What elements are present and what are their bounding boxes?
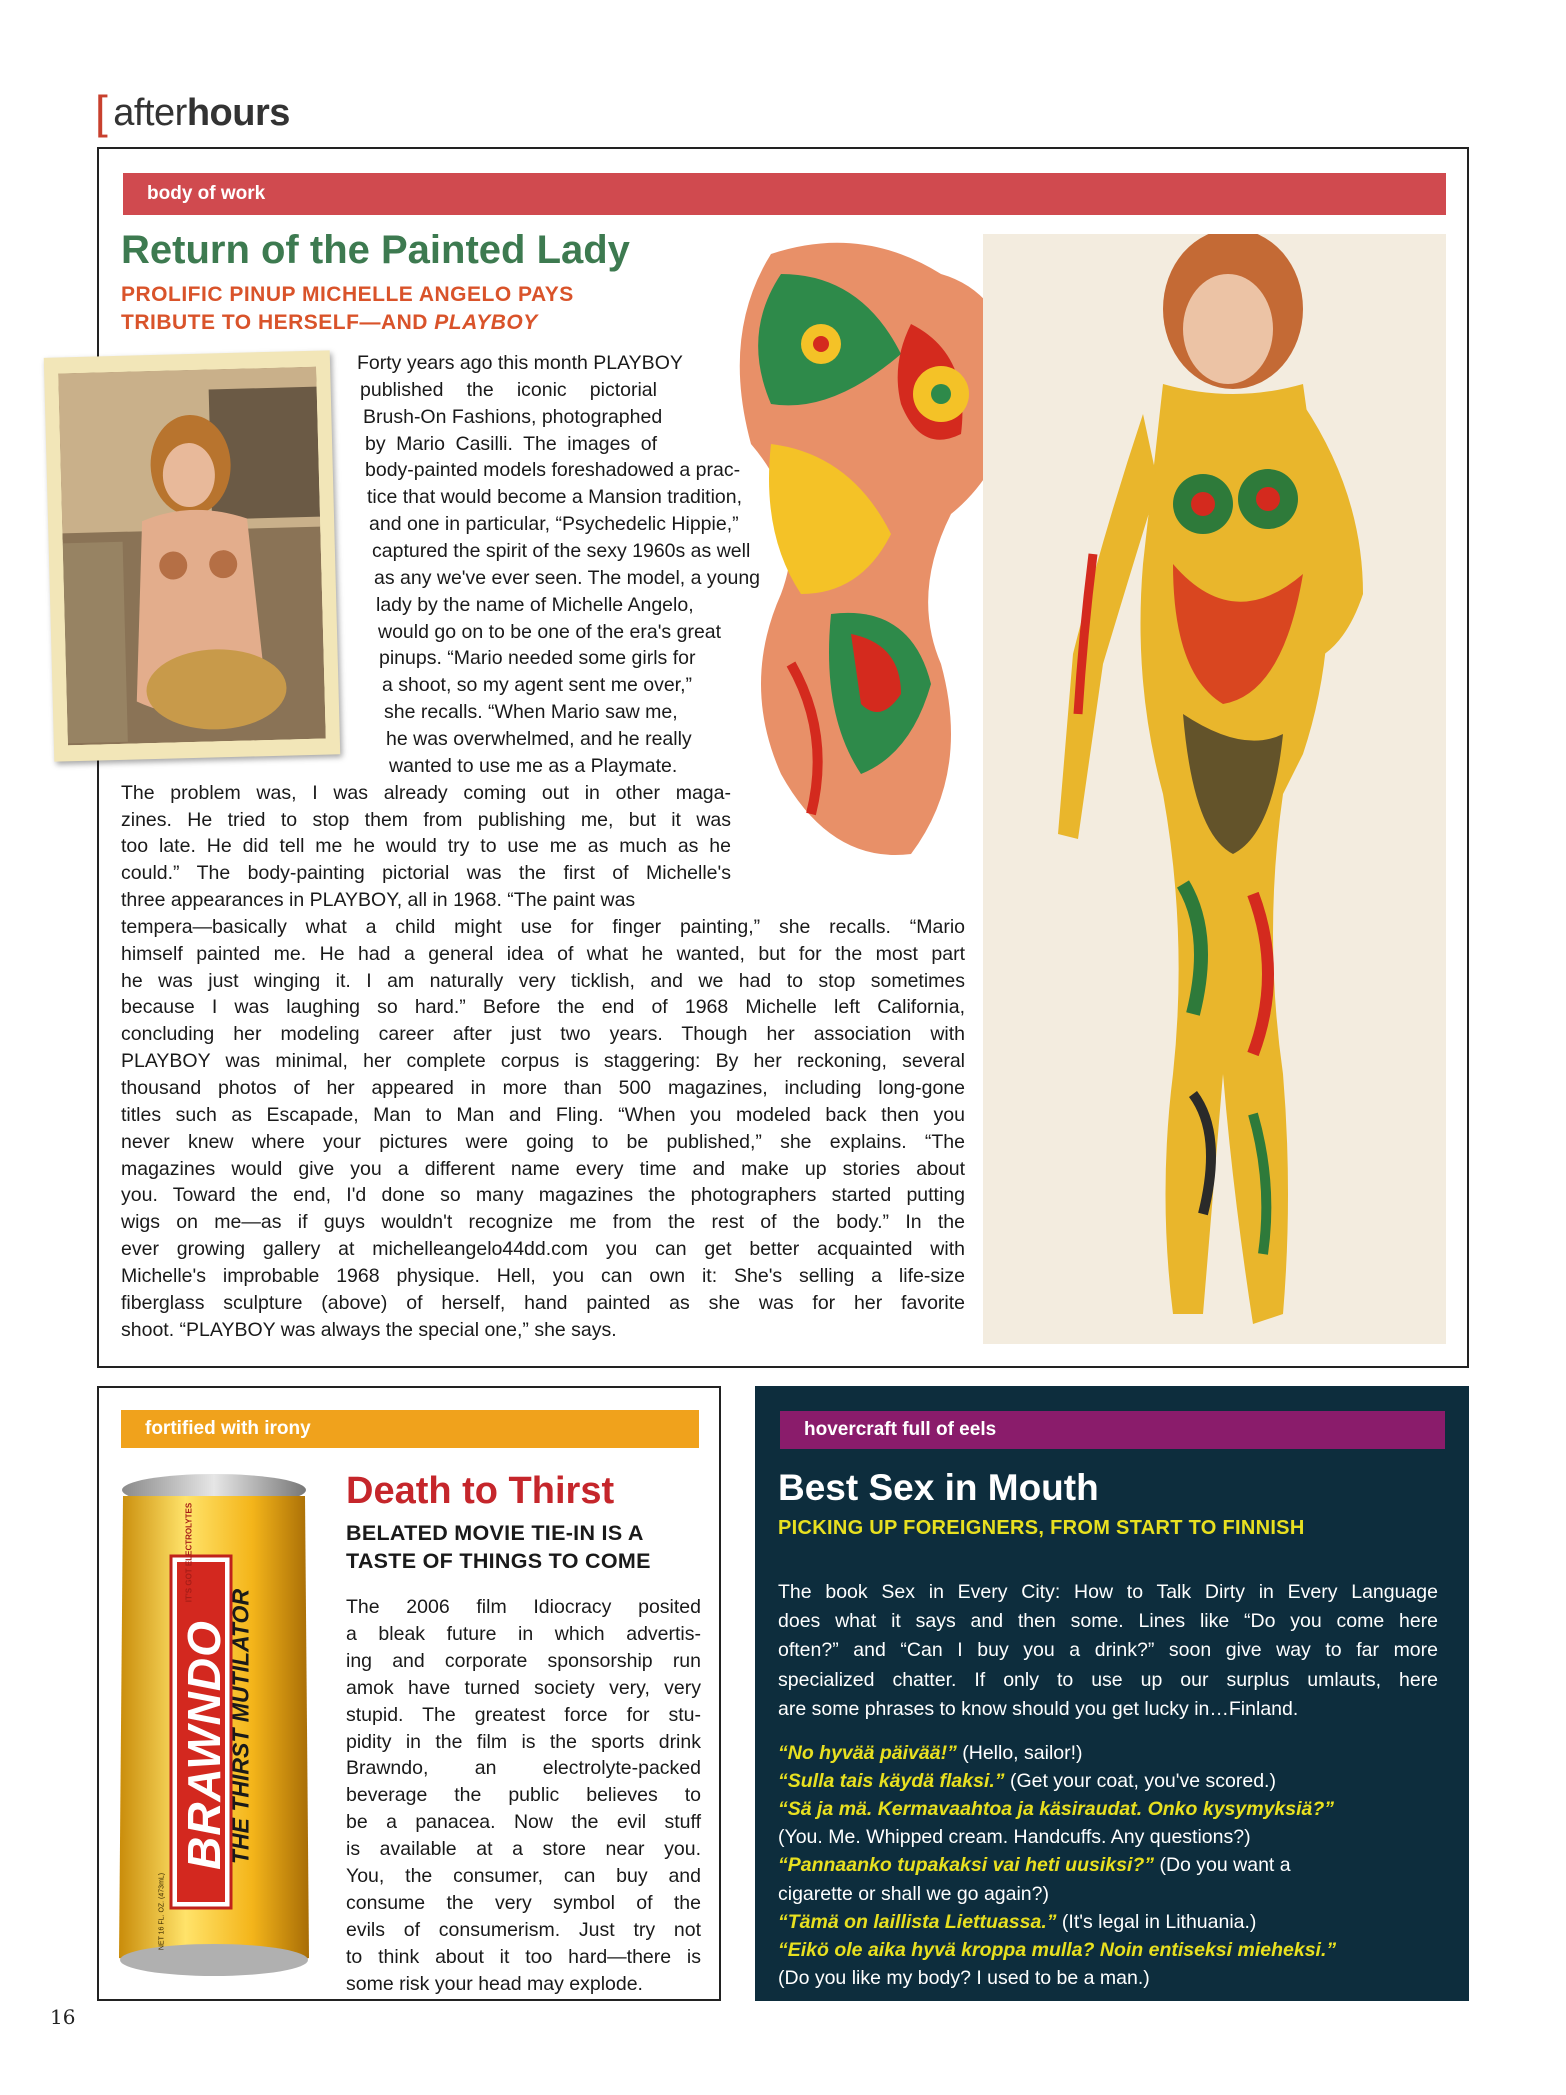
article-body-of-work <box>97 147 1469 1368</box>
article-3-subtitle: PICKING UP FOREIGNERS, FROM START TO FINNISH <box>778 1517 1305 1539</box>
article-1-line: concluding her modeling career after just two years. Though her association with <box>121 1023 965 1046</box>
vintage-pinup-photo <box>44 350 340 761</box>
article-1-line: captured the spirit of the sexy 1960s as well <box>372 540 751 562</box>
article-2-line: some risk your head may explode. <box>346 1972 643 1995</box>
section-label: body of work <box>147 183 266 204</box>
section-bar-fortified <box>121 1410 699 1448</box>
article-2-line: pidity in the film is the sports drink <box>346 1730 701 1753</box>
article-2-line: amok have turned society very, very <box>346 1676 701 1699</box>
phrase-finnish: “Pannaanko tupakaksi vai heti uusiksi?” <box>778 1854 1155 1877</box>
phrase-line <box>778 1824 1448 1850</box>
phrase-line <box>778 1937 1448 1963</box>
phrase-english: (Hello, sailor!) <box>956 1742 1083 1764</box>
subtitle-line-1: PROLIFIC PINUP MICHELLE ANGELO PAYS <box>121 283 574 306</box>
article-1-line: a shoot, so my agent sent me over,” <box>382 674 692 697</box>
subtitle-line-2-text: TRIBUTE TO HERSELF—AND <box>121 311 435 334</box>
section-label-2: fortified with irony <box>145 1418 311 1439</box>
article-2-line: Brawndo, an electrolyte-packed <box>346 1757 701 1780</box>
article-1-line: wanted to use me as a Playmate. <box>389 754 678 777</box>
article-2-line: You, the consumer, can buy and <box>346 1865 701 1887</box>
article-1-line: she recalls. “When Mario saw me, <box>384 701 678 723</box>
article-2-line: to think about it too hard—there is <box>346 1945 701 1968</box>
article-2-line: is available at a store near you. <box>346 1838 701 1861</box>
phrase-line <box>778 1796 1448 1822</box>
article-hovercraft <box>755 1386 1469 2001</box>
article-2-line: consume the very symbol of the <box>346 1891 701 1914</box>
article-1-line: lady by the name of Michelle Angelo, <box>376 593 694 616</box>
article-subtitle <box>121 281 574 337</box>
article-1-line: could.” The body-painting pictorial was the first of Michelle's <box>121 862 731 885</box>
header-hours: hours <box>186 92 290 134</box>
article-2-line: be a panacea. Now the evil stuff <box>346 1811 701 1834</box>
article-2-line: evils of consumerism. Just try not <box>346 1918 701 1941</box>
article-1-line: body-painted models foreshadowed a prac- <box>365 459 741 482</box>
phrase-english: cigarette or shall we go again?) <box>778 1882 1049 1905</box>
phrase-finnish: “Tämä on laillista Liettuassa.” <box>778 1910 1057 1933</box>
article-fortified-with-irony <box>97 1386 721 2001</box>
phrase-finnish: “Sä ja mä. Kermavaahtoa ja käsiraudat. Onko kysymyksiä?” <box>778 1798 1335 1821</box>
article-1-line: Forty years ago this month PLAYBOY <box>357 352 683 374</box>
article-1-line: he was overwhelmed, and he really <box>386 727 692 750</box>
phrase-english: (It's legal in Lithuania.) <box>1056 1910 1257 1933</box>
subtitle-line-2-italic: PLAYBOY <box>434 311 538 334</box>
vintage-photo-image <box>58 367 326 746</box>
article-1-line: would go on to be one of the era's great <box>378 620 722 643</box>
phrase-english: (Do you want a <box>1154 1854 1291 1877</box>
section-label-3: hovercraft full of eels <box>804 1419 997 1440</box>
phrase-line <box>778 1965 1448 1991</box>
can-brand-text: BRAWNDO <box>178 1620 230 1870</box>
can-badge-text: IT'S GOT ELECTROLYTES <box>184 1502 194 1603</box>
header-after: after <box>113 92 187 134</box>
article-1-line: tempera—basically what a child might use for finger painting,” she recalls. “Mario <box>121 915 965 938</box>
article-1-line: PLAYBOY was minimal, her complete corpus is staggering: By her reckoning, several <box>121 1050 965 1073</box>
phrase-line <box>778 1740 1448 1766</box>
article-1-line: too late. He did tell me he would try to use me as much as he <box>121 835 731 858</box>
painted-model-photo <box>983 234 1446 1344</box>
article-1-line: by Mario Casilli. The images of <box>365 432 657 455</box>
can-tagline-text: THE THIRST MUTILATOR <box>227 1588 254 1865</box>
article-1-line: because I was laughing so hard.” Before the end of 1968 Michelle left California, <box>121 996 965 1019</box>
phrase-finnish: “No hyvää päivää!” <box>778 1742 957 1764</box>
article-1-line: thousand photos of her appeared in more than 500 magazines, including long-gone <box>121 1077 965 1099</box>
phrase-line <box>778 1852 1448 1878</box>
article-1-line: pinups. “Mario needed some girls for <box>379 647 696 670</box>
article-2-line: beverage the public believes to <box>346 1784 701 1807</box>
article-1-line: magazines would give you a different name every time and make up stories about <box>121 1157 965 1180</box>
section-bar-body-of-work <box>123 173 1446 215</box>
article-2-line: The 2006 film Idiocracy posited <box>346 1596 701 1618</box>
article-title: Return of the Painted Lady <box>121 228 630 272</box>
article-3-intro-line: The book Sex in Every City: How to Talk Dirty in Every Language <box>778 1581 1438 1603</box>
article-1-line: fiberglass sculpture (above) of herself, hand painted as she was for her favorite <box>121 1291 965 1314</box>
article-1-line: himself painted me. He had a general idea of what he wanted, but for the most part <box>121 942 965 965</box>
article-1-line: The problem was, I was already coming out in other maga- <box>121 781 731 804</box>
article-1-line: published the iconic pictorial <box>360 378 657 401</box>
header-bracket: [ <box>95 86 108 138</box>
article-2-line: a bleak future in which advertis- <box>346 1622 701 1645</box>
article-1-line: wigs on me—as if guys wouldn't recognize me from the rest of the body.” In the <box>121 1211 965 1234</box>
article-1-line: zines. He tried to stop them from publishing me, but it was <box>121 808 731 831</box>
article-1-line: three appearances in PLAYBOY, all in 1968. “The paint was <box>121 889 636 911</box>
article-1-line: he was just winging it. I am naturally very ticklish, and we had to stop sometimes <box>121 969 965 992</box>
article-1-line: never knew where your pictures were going to be published,” she explains. “The <box>121 1130 965 1153</box>
article-1-line: Michelle's improbable 1968 physique. Hell, you can own it: She's selling a life-size <box>121 1264 965 1287</box>
phrase-finnish: “Eikö ole aika hyvä kroppa mulla? Noin entiseksi mieheksi.” <box>778 1938 1337 1961</box>
article-2-line: stupid. The greatest force for stu- <box>346 1703 701 1726</box>
article-1-line: as any we've ever seen. The model, a young <box>374 566 761 589</box>
article-1-line: shoot. “PLAYBOY was always the special one,” she says. <box>121 1318 617 1341</box>
phrase-finnish: “Sulla tais käydä flaksi.” <box>778 1770 1005 1793</box>
article-1-line: ever growing gallery at michelleangelo44dd.com you can get better acquainted with <box>121 1238 965 1261</box>
phrase-line <box>778 1909 1448 1935</box>
page-number: 16 <box>50 2005 76 2029</box>
article-1-line: titles such as Escapade, Man to Man and Fling. “When you modeled back then you <box>121 1103 965 1126</box>
article-3-title: Best Sex in Mouth <box>778 1467 1099 1508</box>
article-2-subtitle-1: BELATED MOVIE TIE-IN IS A <box>346 1521 644 1545</box>
article-2-subtitle-2: TASTE OF THINGS TO COME <box>346 1549 651 1573</box>
article-3-intro-line: specialized chatter. If only to use up our surplus umlauts, here <box>778 1668 1438 1691</box>
subtitle-line-2 <box>121 309 574 337</box>
article-3-intro-line: often?” and “Can I buy you a drink?” soon give way to far more <box>778 1639 1438 1662</box>
phrase-english: (Do you like my body? I used to be a man.) <box>778 1966 1150 1989</box>
can-net-text: NET 16 FL. OZ. (473mL) <box>158 1872 166 1951</box>
article-3-intro-line: are some phrases to know should you get lucky in…Finland. <box>778 1697 1299 1720</box>
article-2-line: ing and corporate sponsorship run <box>346 1649 701 1672</box>
article-2-title: Death to Thirst <box>346 1470 615 1512</box>
article-1-line: you. Toward the end, I'd done so many magazines the photographers started putting <box>121 1184 965 1207</box>
phrase-line <box>778 1768 1448 1794</box>
article-1-line: tice that would become a Mansion tradition, <box>367 486 743 509</box>
phrase-english: (You. Me. Whipped cream. Handcuffs. Any questions?) <box>778 1826 1251 1849</box>
section-header <box>95 82 290 136</box>
article-3-intro-line: does what it says and then some. Lines like “Do you come here <box>778 1610 1438 1633</box>
phrase-line <box>778 1881 1448 1907</box>
phrase-english: (Get your coat, you've scored.) <box>1004 1770 1276 1793</box>
section-bar-hovercraft <box>780 1411 1445 1449</box>
article-1-line: and one in particular, “Psychedelic Hippie,” <box>369 513 739 536</box>
article-1-line: Brush-On Fashions, photographed <box>363 405 663 428</box>
article-2-subtitle <box>346 1519 651 1575</box>
